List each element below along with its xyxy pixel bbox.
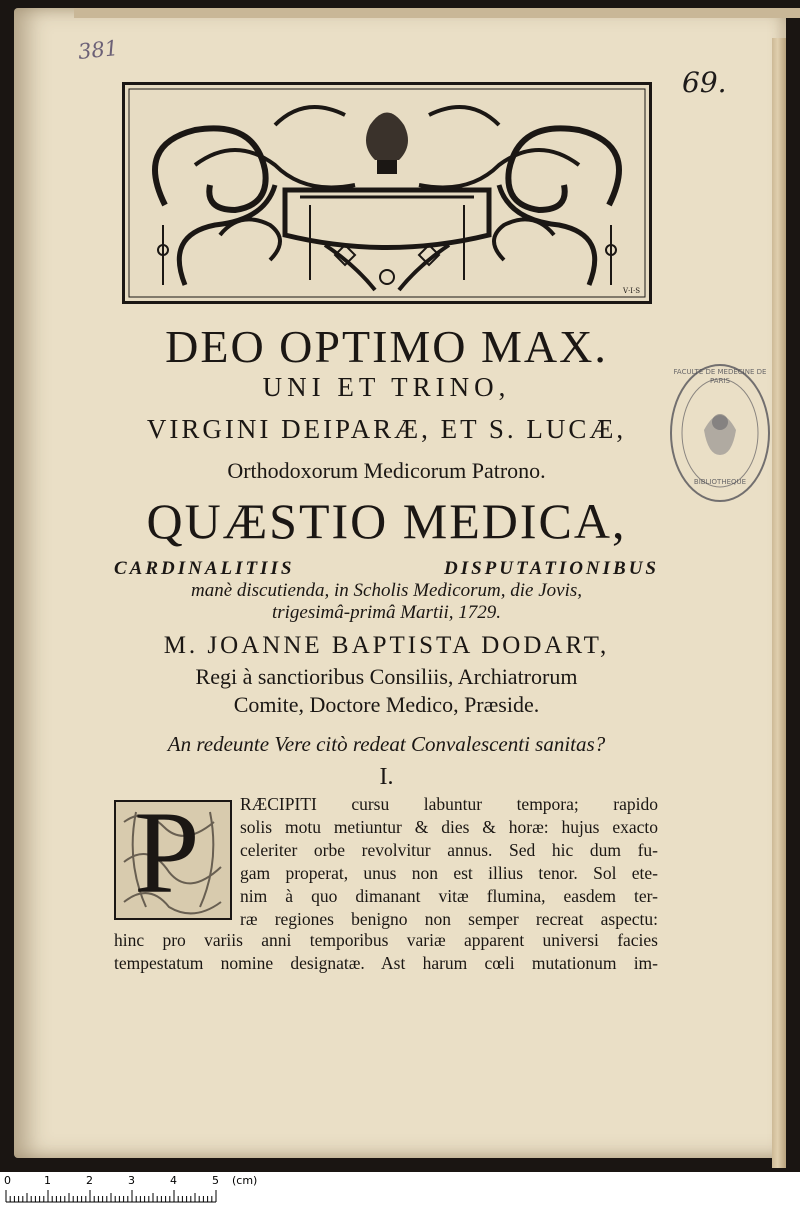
ruler-label: 2	[86, 1174, 93, 1187]
folio-number: 69.	[682, 66, 727, 99]
president-name: M. JOANNE BAPTISTA DODART,	[163, 632, 610, 659]
schedule-date-line: trigesimâ-primâ Martii, 1729.	[271, 602, 502, 623]
thesis-question: An redeunte Vere citò redeat Convalescenti sanitas?	[167, 732, 606, 756]
engraver-mark: V·I·S	[623, 287, 641, 295]
disputation-heading: CARDINALITIIS DISPUTATIONIBUS	[114, 558, 659, 579]
stamp-text: FACULTE DE MEDECINE DE PARIS	[673, 368, 767, 385]
ruler-ticks	[0, 1172, 800, 1210]
ruler-label: 4	[170, 1174, 177, 1187]
schedule-line: manè discutienda, in Scholis Medicorum, die Jovis,	[190, 580, 582, 601]
dedication-line: UNI ET TRINO,	[262, 372, 511, 402]
ornamental-headpiece-icon	[122, 82, 652, 304]
question-title: QUÆSTIO MEDICA,	[146, 493, 627, 549]
body-text-line: hinc pro variis anni temporibus variæ apparent universi facies	[114, 930, 658, 950]
body-text-line: tempestatum nomine designatæ. Ast harum cœli mutationum im-	[114, 953, 658, 973]
decorated-initial	[114, 787, 232, 920]
president-title-line: Regi à sanctioribus Consiliis, Archiatrorum	[195, 664, 578, 689]
ruler-label: 1	[44, 1174, 51, 1187]
ruler-label: 3	[128, 1174, 135, 1187]
drop-cap-letter: P	[134, 787, 200, 918]
body-text-line: nim à quo dimanant vitæ flumina, easdem ter-	[240, 886, 658, 906]
section-number: I.	[379, 764, 394, 790]
dedication-line: VIRGINI DEIPARÆ, ET S. LUCÆ,	[146, 414, 627, 444]
dedication-title: DEO OPTIMO MAX.	[165, 321, 608, 372]
page-top-edge	[74, 8, 800, 18]
scale-ruler	[0, 1172, 800, 1210]
ruler-label: 5	[212, 1174, 219, 1187]
body-text-line: solis motu metiuntur & dies & horæ: hujus exacto	[240, 817, 658, 837]
body-text-line: celeriter orbe revolvitur annus. Sed hic dum fu-	[240, 840, 658, 860]
ruler-unit: (cm)	[232, 1174, 258, 1187]
body-text-line: gam properat, unus non est illius tenor. Sol ete-	[240, 863, 658, 883]
book-page	[14, 8, 786, 1158]
library-stamp	[668, 360, 772, 506]
body-text-line: ræ regiones benigno non semper recreat aspectu:	[240, 909, 658, 929]
dedication-line: Orthodoxorum Medicorum Patrono.	[227, 458, 546, 483]
manuscript-number: 381	[76, 35, 120, 65]
page-fore-edge	[772, 38, 786, 1168]
president-title-line: Comite, Doctore Medico, Præside.	[233, 692, 540, 717]
ruler-label: 0	[4, 1174, 11, 1187]
body-text-line: RÆCIPITI cursu labuntur tempora; rapido	[240, 794, 658, 814]
stamp-subtext: BIBLIOTHEQUE	[693, 478, 747, 486]
